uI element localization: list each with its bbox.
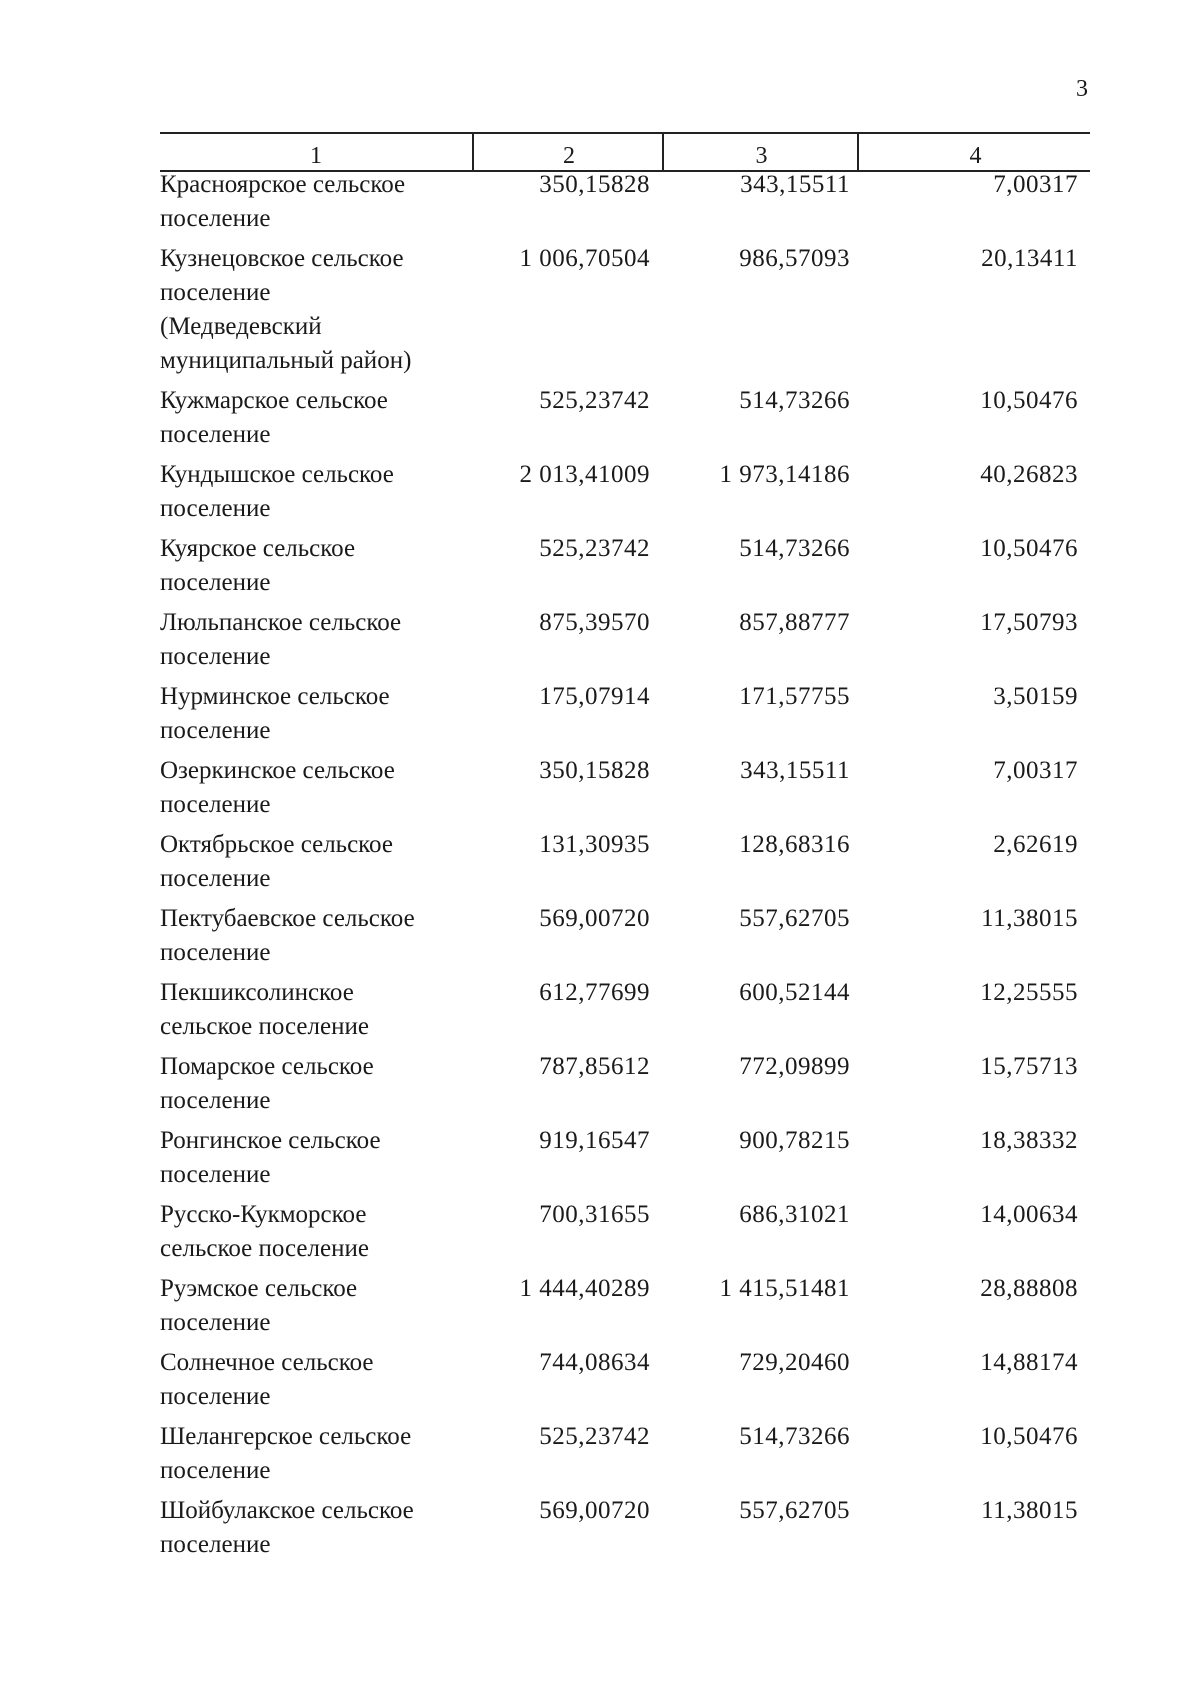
table-row xyxy=(160,606,1090,674)
value-col-2: 525,23742 xyxy=(539,1423,650,1450)
value-col-4: 15,75713 xyxy=(980,1053,1078,1080)
table-row xyxy=(160,168,1090,236)
value-col-4: 7,00317 xyxy=(993,171,1078,198)
settlement-name: Нурминское сельское поселение xyxy=(160,683,390,744)
value-col-3: 986,57093 xyxy=(739,245,850,272)
settlement-name: Руэмское сельское поселение xyxy=(160,1275,358,1336)
settlement-name: Помарское сельское поселение xyxy=(160,1053,374,1114)
settlement-name: Русско-Кукморское сельское поселение xyxy=(160,1201,369,1262)
value-col-4: 28,88808 xyxy=(980,1275,1078,1302)
value-col-2: 875,39570 xyxy=(539,609,650,636)
value-col-4: 10,50476 xyxy=(980,535,1078,562)
value-col-2: 700,31655 xyxy=(539,1201,650,1228)
value-col-2: 2 013,41009 xyxy=(519,461,650,488)
value-col-2: 1 444,40289 xyxy=(519,1275,650,1302)
value-col-2: 525,23742 xyxy=(539,535,650,562)
table-row xyxy=(160,1272,1090,1340)
value-col-2: 131,30935 xyxy=(539,831,650,858)
value-col-3: 343,15511 xyxy=(740,757,850,784)
table-body xyxy=(160,168,1090,1568)
value-col-3: 514,73266 xyxy=(739,387,850,414)
settlement-name: Октябрьское сельское поселение xyxy=(160,831,393,892)
value-col-3: 686,31021 xyxy=(739,1201,850,1228)
value-col-3: 857,88777 xyxy=(739,609,850,636)
value-col-4: 14,88174 xyxy=(980,1349,1078,1376)
value-col-3: 1 973,14186 xyxy=(719,461,850,488)
table-row xyxy=(160,384,1090,452)
table-row xyxy=(160,1346,1090,1414)
settlement-name: Кузнецовское сельское поселение (Медведевский муниципальный район) xyxy=(160,245,412,374)
column-header-3: 3 xyxy=(662,134,859,170)
settlement-name: Куярское сельское поселение xyxy=(160,535,356,596)
value-col-4: 20,13411 xyxy=(981,245,1078,272)
value-col-2: 744,08634 xyxy=(539,1349,650,1376)
settlement-name: Озеркинское сельское поселение xyxy=(160,757,395,818)
value-col-4: 7,00317 xyxy=(993,757,1078,784)
column-header-1: 1 xyxy=(310,143,322,169)
table-row xyxy=(160,1420,1090,1488)
value-col-3: 514,73266 xyxy=(739,535,850,562)
value-col-3: 343,15511 xyxy=(740,171,850,198)
value-col-3: 729,20460 xyxy=(739,1349,850,1376)
value-col-4: 40,26823 xyxy=(980,461,1078,488)
table-row xyxy=(160,1494,1090,1562)
table-row xyxy=(160,1198,1090,1266)
value-col-2: 612,77699 xyxy=(539,979,650,1006)
settlement-name: Пектубаевское сельское поселение xyxy=(160,905,415,966)
value-col-4: 14,00634 xyxy=(980,1201,1078,1228)
value-col-2: 569,00720 xyxy=(539,1497,650,1524)
settlement-name: Люльпанское сельское поселение xyxy=(160,609,402,670)
settlement-name: Шелангерское сельское поселение xyxy=(160,1423,412,1484)
value-col-4: 11,38015 xyxy=(981,1497,1078,1524)
page-number: 3 xyxy=(1076,76,1088,102)
value-col-2: 1 006,70504 xyxy=(519,245,650,272)
settlement-name: Кужмарское сельское поселение xyxy=(160,387,388,448)
value-col-4: 10,50476 xyxy=(980,387,1078,414)
settlement-name: Кундышское сельское поселение xyxy=(160,461,394,522)
table-row xyxy=(160,828,1090,896)
table-row xyxy=(160,976,1090,1044)
value-col-3: 600,52144 xyxy=(739,979,850,1006)
table-header xyxy=(160,132,1090,172)
settlement-name: Пекшиксолинское сельское поселение xyxy=(160,979,369,1040)
value-col-4: 3,50159 xyxy=(993,683,1078,710)
table-row xyxy=(160,754,1090,822)
value-col-3: 557,62705 xyxy=(739,905,850,932)
value-col-3: 514,73266 xyxy=(739,1423,850,1450)
table-row xyxy=(160,1050,1090,1118)
table-row xyxy=(160,458,1090,526)
table-row xyxy=(160,1124,1090,1192)
value-col-2: 350,15828 xyxy=(539,171,650,198)
value-col-4: 18,38332 xyxy=(980,1127,1078,1154)
column-header-4: 4 xyxy=(857,134,1092,170)
settlement-name: Ронгинское сельское поселение xyxy=(160,1127,381,1188)
table-row xyxy=(160,242,1090,378)
table-row xyxy=(160,532,1090,600)
value-col-4: 12,25555 xyxy=(980,979,1078,1006)
value-col-2: 525,23742 xyxy=(539,387,650,414)
value-col-3: 171,57755 xyxy=(739,683,850,710)
value-col-2: 175,07914 xyxy=(539,683,650,710)
table-row xyxy=(160,902,1090,970)
value-col-3: 557,62705 xyxy=(739,1497,850,1524)
value-col-3: 900,78215 xyxy=(739,1127,850,1154)
value-col-3: 772,09899 xyxy=(739,1053,850,1080)
column-header-2: 2 xyxy=(472,134,664,170)
value-col-4: 2,62619 xyxy=(993,831,1078,858)
value-col-4: 17,50793 xyxy=(980,609,1078,636)
value-col-2: 350,15828 xyxy=(539,757,650,784)
value-col-3: 128,68316 xyxy=(739,831,850,858)
value-col-2: 569,00720 xyxy=(539,905,650,932)
value-col-4: 11,38015 xyxy=(981,905,1078,932)
value-col-2: 919,16547 xyxy=(539,1127,650,1154)
settlement-name: Красноярское сельское поселение xyxy=(160,171,406,232)
value-col-2: 787,85612 xyxy=(539,1053,650,1080)
value-col-4: 10,50476 xyxy=(980,1423,1078,1450)
settlement-name: Шойбулакское сельское поселение xyxy=(160,1497,414,1558)
settlement-name: Солнечное сельское поселение xyxy=(160,1349,374,1410)
value-col-3: 1 415,51481 xyxy=(719,1275,850,1302)
table-row xyxy=(160,680,1090,748)
